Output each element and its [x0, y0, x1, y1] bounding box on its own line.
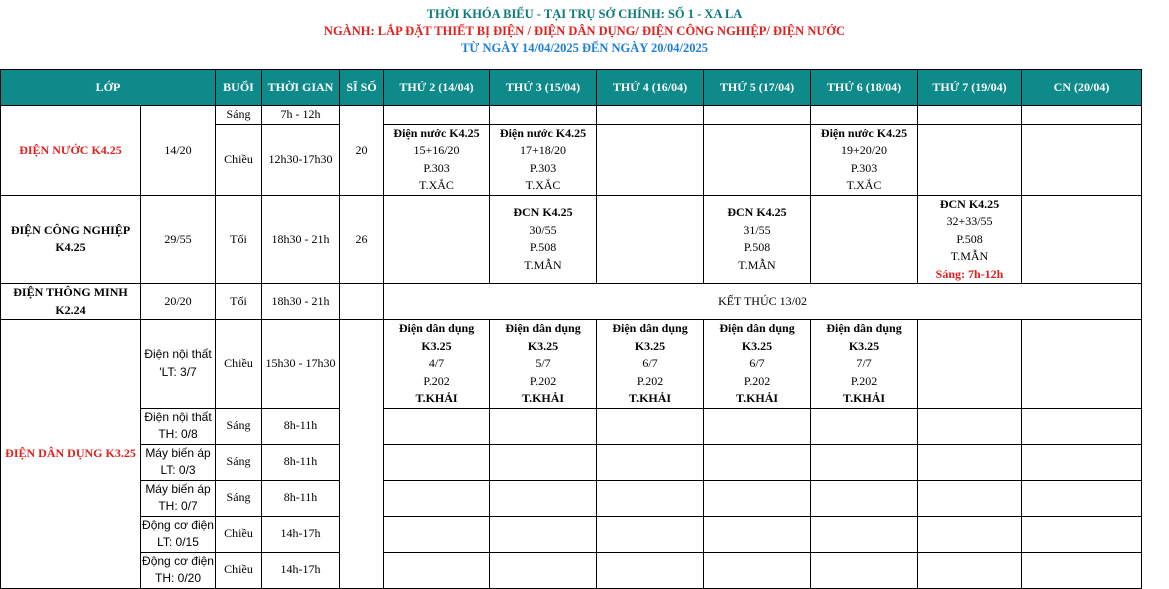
- col-header-thu: THỨ 5 (17/04): [704, 70, 811, 106]
- slot-cell: [811, 106, 918, 125]
- table-header-row: [1, 70, 1142, 106]
- slot-room: P.202: [423, 373, 450, 388]
- slot-cell: [384, 480, 490, 516]
- slot-tue: [490, 320, 597, 409]
- session-cell: Chiều: [216, 124, 262, 195]
- col-header-sun: CN (20/04): [1022, 70, 1142, 106]
- slot-cell: [1022, 320, 1142, 409]
- slot-teacher: T.MẪN: [524, 257, 562, 272]
- slot-room: P.508: [529, 240, 557, 255]
- schedule-date-range: TỪ NGÀY 14/04/2025 ĐẾN NGÀY 20/04/2025: [461, 41, 708, 55]
- slot-teacher: T.KHẢI: [735, 391, 779, 405]
- slot-session: 32+33/55: [946, 214, 993, 228]
- slot-cell: [918, 552, 1022, 588]
- slot-tue: [490, 124, 597, 195]
- slot-class: K3.25: [421, 338, 452, 353]
- slot-cell: [918, 516, 1022, 552]
- slot-title: ĐCN K4.25: [727, 205, 787, 220]
- slot-title: Điện dân dụng: [826, 321, 902, 335]
- slot-cell: [384, 444, 490, 480]
- slot-thu: [704, 320, 811, 409]
- module-cell: [141, 516, 216, 552]
- slot-session: 15+16/20: [413, 143, 460, 157]
- slot-cell: [704, 444, 811, 480]
- slot-cell: [1022, 408, 1142, 444]
- timetable: [0, 69, 1142, 589]
- session-cell: Sáng: [216, 480, 262, 516]
- slot-session: 6/7: [749, 356, 765, 370]
- slot-title: Điện dân dụng: [505, 321, 581, 335]
- slot-cell: [597, 480, 704, 516]
- slot-cell: [918, 320, 1022, 409]
- slot-session: 7/7: [856, 356, 872, 370]
- slot-cell: [597, 516, 704, 552]
- session-cell: Tối: [216, 195, 262, 284]
- slot-class: K3.25: [848, 338, 880, 353]
- slot-teacher: T.KHẢI: [415, 391, 458, 405]
- slot-cell: [490, 516, 597, 552]
- slot-cell: [811, 552, 918, 588]
- col-header-mon: THỨ 2 (14/04): [384, 70, 490, 106]
- slot-title: ĐCN K4.25: [939, 196, 1000, 211]
- session-cell: Sáng: [216, 408, 262, 444]
- slot-cell: [811, 444, 918, 480]
- slot-cell: [811, 195, 918, 284]
- slot-cell: [1022, 552, 1142, 588]
- slot-class: K3.25: [527, 338, 559, 353]
- session-cell: Chiều: [216, 552, 262, 588]
- slot-room: P.508: [956, 231, 983, 246]
- slot-cell: [918, 106, 1022, 125]
- slot-cell: [597, 195, 704, 284]
- ended-note: KẾT THÚC 13/02: [384, 284, 1142, 320]
- slot-session: 31/55: [743, 222, 771, 237]
- slot-cell: [704, 106, 811, 125]
- slot-cell: [1022, 480, 1142, 516]
- module-name: Máy biến áp: [145, 445, 211, 460]
- slot-cell: [597, 444, 704, 480]
- time-cell: 8h-11h: [262, 480, 340, 516]
- size-cell: 26: [340, 195, 384, 284]
- class-progress: 20/20: [141, 284, 216, 320]
- slot-cell: [704, 124, 811, 195]
- schedule-major: NGÀNH: LẮP ĐẶT THIẾT BỊ ĐIỆN / ĐIỆN DÂN DỤNG/ ĐIỆN CÔNG NGHIỆP/ ĐIỆN NƯỚC: [323, 24, 846, 38]
- slot-teacher: T.KHẢI: [521, 391, 565, 405]
- slot-teacher: T.MẪN: [950, 249, 989, 263]
- slot-title: Điện nước K4.25: [393, 125, 480, 140]
- slot-cell: [704, 408, 811, 444]
- slot-title: Điện nước K4.25: [499, 125, 587, 140]
- slot-cell: [384, 552, 490, 588]
- slot-room: P.202: [636, 373, 664, 388]
- col-header-class: LỚP: [1, 70, 216, 106]
- slot-session: 30/55: [529, 222, 557, 237]
- slot-cell: [490, 408, 597, 444]
- slot-cell: [811, 516, 918, 552]
- slot-cell: [490, 480, 597, 516]
- module-progress: TH: 0/7: [158, 499, 198, 513]
- slot-wed: [597, 320, 704, 409]
- module-cell: [141, 444, 216, 480]
- col-header-time: THỜI GIAN: [262, 70, 340, 106]
- table-row: [1, 320, 1142, 409]
- slot-cell: [918, 480, 1022, 516]
- session-cell: Chiều: [216, 516, 262, 552]
- slot-teacher: T.XẮC: [525, 178, 561, 192]
- table-row: [1, 480, 1142, 516]
- class-name-dien-thong-minh: ĐIỆN THÔNG MINH K2.24: [1, 284, 141, 320]
- slot-title: Điện dân dụng: [612, 321, 688, 335]
- slot-cell: [1022, 106, 1142, 125]
- time-cell: 8h-11h: [262, 408, 340, 444]
- table-row: [1, 408, 1142, 444]
- module-name: Điện nội thất: [144, 409, 212, 424]
- slot-teacher: T.KHẢI: [628, 391, 672, 405]
- slot-mon: [384, 320, 490, 409]
- module-name: Động cơ điện: [142, 517, 214, 532]
- slot-mon: [384, 124, 490, 195]
- slot-cell: [1022, 516, 1142, 552]
- slot-title: Điện nước K4.25: [820, 125, 908, 140]
- time-cell: 14h-17h: [262, 516, 340, 552]
- slot-room: P.303: [529, 160, 557, 175]
- slot-thu: [704, 195, 811, 284]
- slot-session: 5/7: [535, 356, 551, 370]
- slot-room: P.202: [850, 373, 878, 388]
- slot-room: P.303: [850, 160, 878, 175]
- size-cell: 20: [340, 106, 384, 196]
- table-row: [1, 195, 1142, 284]
- time-cell: 14h-17h: [262, 552, 340, 588]
- size-cell: [340, 284, 384, 320]
- time-cell: 8h-11h: [262, 444, 340, 480]
- time-cell: 18h30 - 21h: [262, 284, 340, 320]
- table-row: [1, 516, 1142, 552]
- slot-class: K3.25: [634, 338, 666, 353]
- time-cell: 7h - 12h: [262, 106, 340, 125]
- slot-cell: [384, 195, 490, 284]
- slot-room: P.303: [423, 160, 450, 175]
- slot-cell: [597, 124, 704, 195]
- slot-cell: [1022, 444, 1142, 480]
- slot-title: Điện dân dụng: [398, 321, 475, 335]
- col-header-tue: THỨ 3 (15/04): [490, 70, 597, 106]
- slot-cell: [704, 552, 811, 588]
- class-name-dien-cong-nghiep: ĐIỆN CÔNG NGHIỆP K4.25: [1, 195, 141, 284]
- session-cell: Chiều: [216, 320, 262, 409]
- class-progress: 29/55: [141, 195, 216, 284]
- slot-tue: [490, 195, 597, 284]
- slot-cell: [490, 444, 597, 480]
- slot-cell: [918, 408, 1022, 444]
- col-header-sat: THỨ 7 (19/04): [918, 70, 1022, 106]
- module-progress: LT: 0/3: [160, 463, 196, 477]
- module-progress: TH: 0/20: [154, 571, 202, 585]
- table-row: [1, 552, 1142, 588]
- session-cell: Tối: [216, 284, 262, 320]
- slot-title: ĐCN K4.25: [513, 205, 573, 220]
- slot-cell: [597, 106, 704, 125]
- slot-class: K3.25: [741, 338, 773, 353]
- time-cell: 12h30-17h30: [262, 124, 340, 195]
- session-cell: Sáng: [216, 106, 262, 125]
- slot-teacher: T.XẮC: [419, 178, 454, 192]
- slot-cell: [597, 552, 704, 588]
- slot-room: P.202: [743, 373, 771, 388]
- slot-room: P.202: [529, 373, 557, 388]
- class-progress: 14/20: [141, 106, 216, 196]
- col-header-size: SĨ SỐ: [340, 70, 384, 106]
- slot-cell: [384, 106, 490, 125]
- slot-cell: [1022, 124, 1142, 195]
- slot-session: 6/7: [642, 356, 658, 370]
- module-progress: LT: 0/15: [157, 535, 199, 549]
- slot-fri: [811, 124, 918, 195]
- table-row: [1, 106, 1142, 125]
- slot-cell: [384, 516, 490, 552]
- col-header-session: BUỔI: [216, 70, 262, 106]
- time-cell: 15h30 - 17h30: [262, 320, 340, 409]
- slot-room: P.508: [743, 240, 771, 255]
- slot-cell: [704, 480, 811, 516]
- module-progress: TH: 0/8: [158, 427, 198, 441]
- slot-session: 19+20/20: [840, 143, 888, 157]
- slot-teacher: T.XẮC: [846, 178, 882, 192]
- slot-cell: [490, 552, 597, 588]
- slot-cell: [704, 516, 811, 552]
- module-cell: [141, 408, 216, 444]
- schedule-title: THỜI KHÓA BIỂU - TẠI TRỤ SỞ CHÍNH: SỐ 1 - XA LA: [426, 7, 743, 21]
- module-cell: [141, 552, 216, 588]
- class-name-dien-nuoc: ĐIỆN NƯỚC K4.25: [1, 106, 141, 196]
- col-header-wed: THỨ 4 (16/04): [597, 70, 704, 106]
- slot-cell: [811, 480, 918, 516]
- slot-sat: [918, 195, 1022, 284]
- class-name-dien-dan-dung: ĐIỆN DÂN DỤNG K3.25: [1, 320, 141, 589]
- slot-session: 17+18/20: [519, 143, 567, 157]
- module-name: Động cơ điện: [142, 553, 214, 568]
- module-cell: [141, 480, 216, 516]
- slot-cell: [1022, 195, 1142, 284]
- slot-cell: [490, 106, 597, 125]
- slot-title: Điện dân dụng: [719, 321, 795, 335]
- time-cell: 18h30 - 21h: [262, 195, 340, 284]
- slot-cell: [597, 408, 704, 444]
- slot-fri: [811, 320, 918, 409]
- slot-cell: [918, 124, 1022, 195]
- col-header-fri: THỨ 6 (18/04): [811, 70, 918, 106]
- slot-teacher: T.KHẢI: [842, 391, 886, 405]
- module-cell: Điện nội thất 'LT: 3/7: [141, 320, 216, 409]
- slot-session: 4/7: [428, 356, 445, 370]
- slot-cell: [918, 444, 1022, 480]
- slot-teacher: T.MẪN: [738, 257, 776, 272]
- table-row: [1, 284, 1142, 320]
- size-cell: [340, 320, 384, 589]
- slot-cell: [811, 408, 918, 444]
- session-cell: Sáng: [216, 444, 262, 480]
- table-row: [1, 444, 1142, 480]
- slot-cell: [384, 408, 490, 444]
- slot-note: Sáng: 7h-12h: [935, 266, 1004, 281]
- module-name: Máy biến áp: [145, 481, 211, 496]
